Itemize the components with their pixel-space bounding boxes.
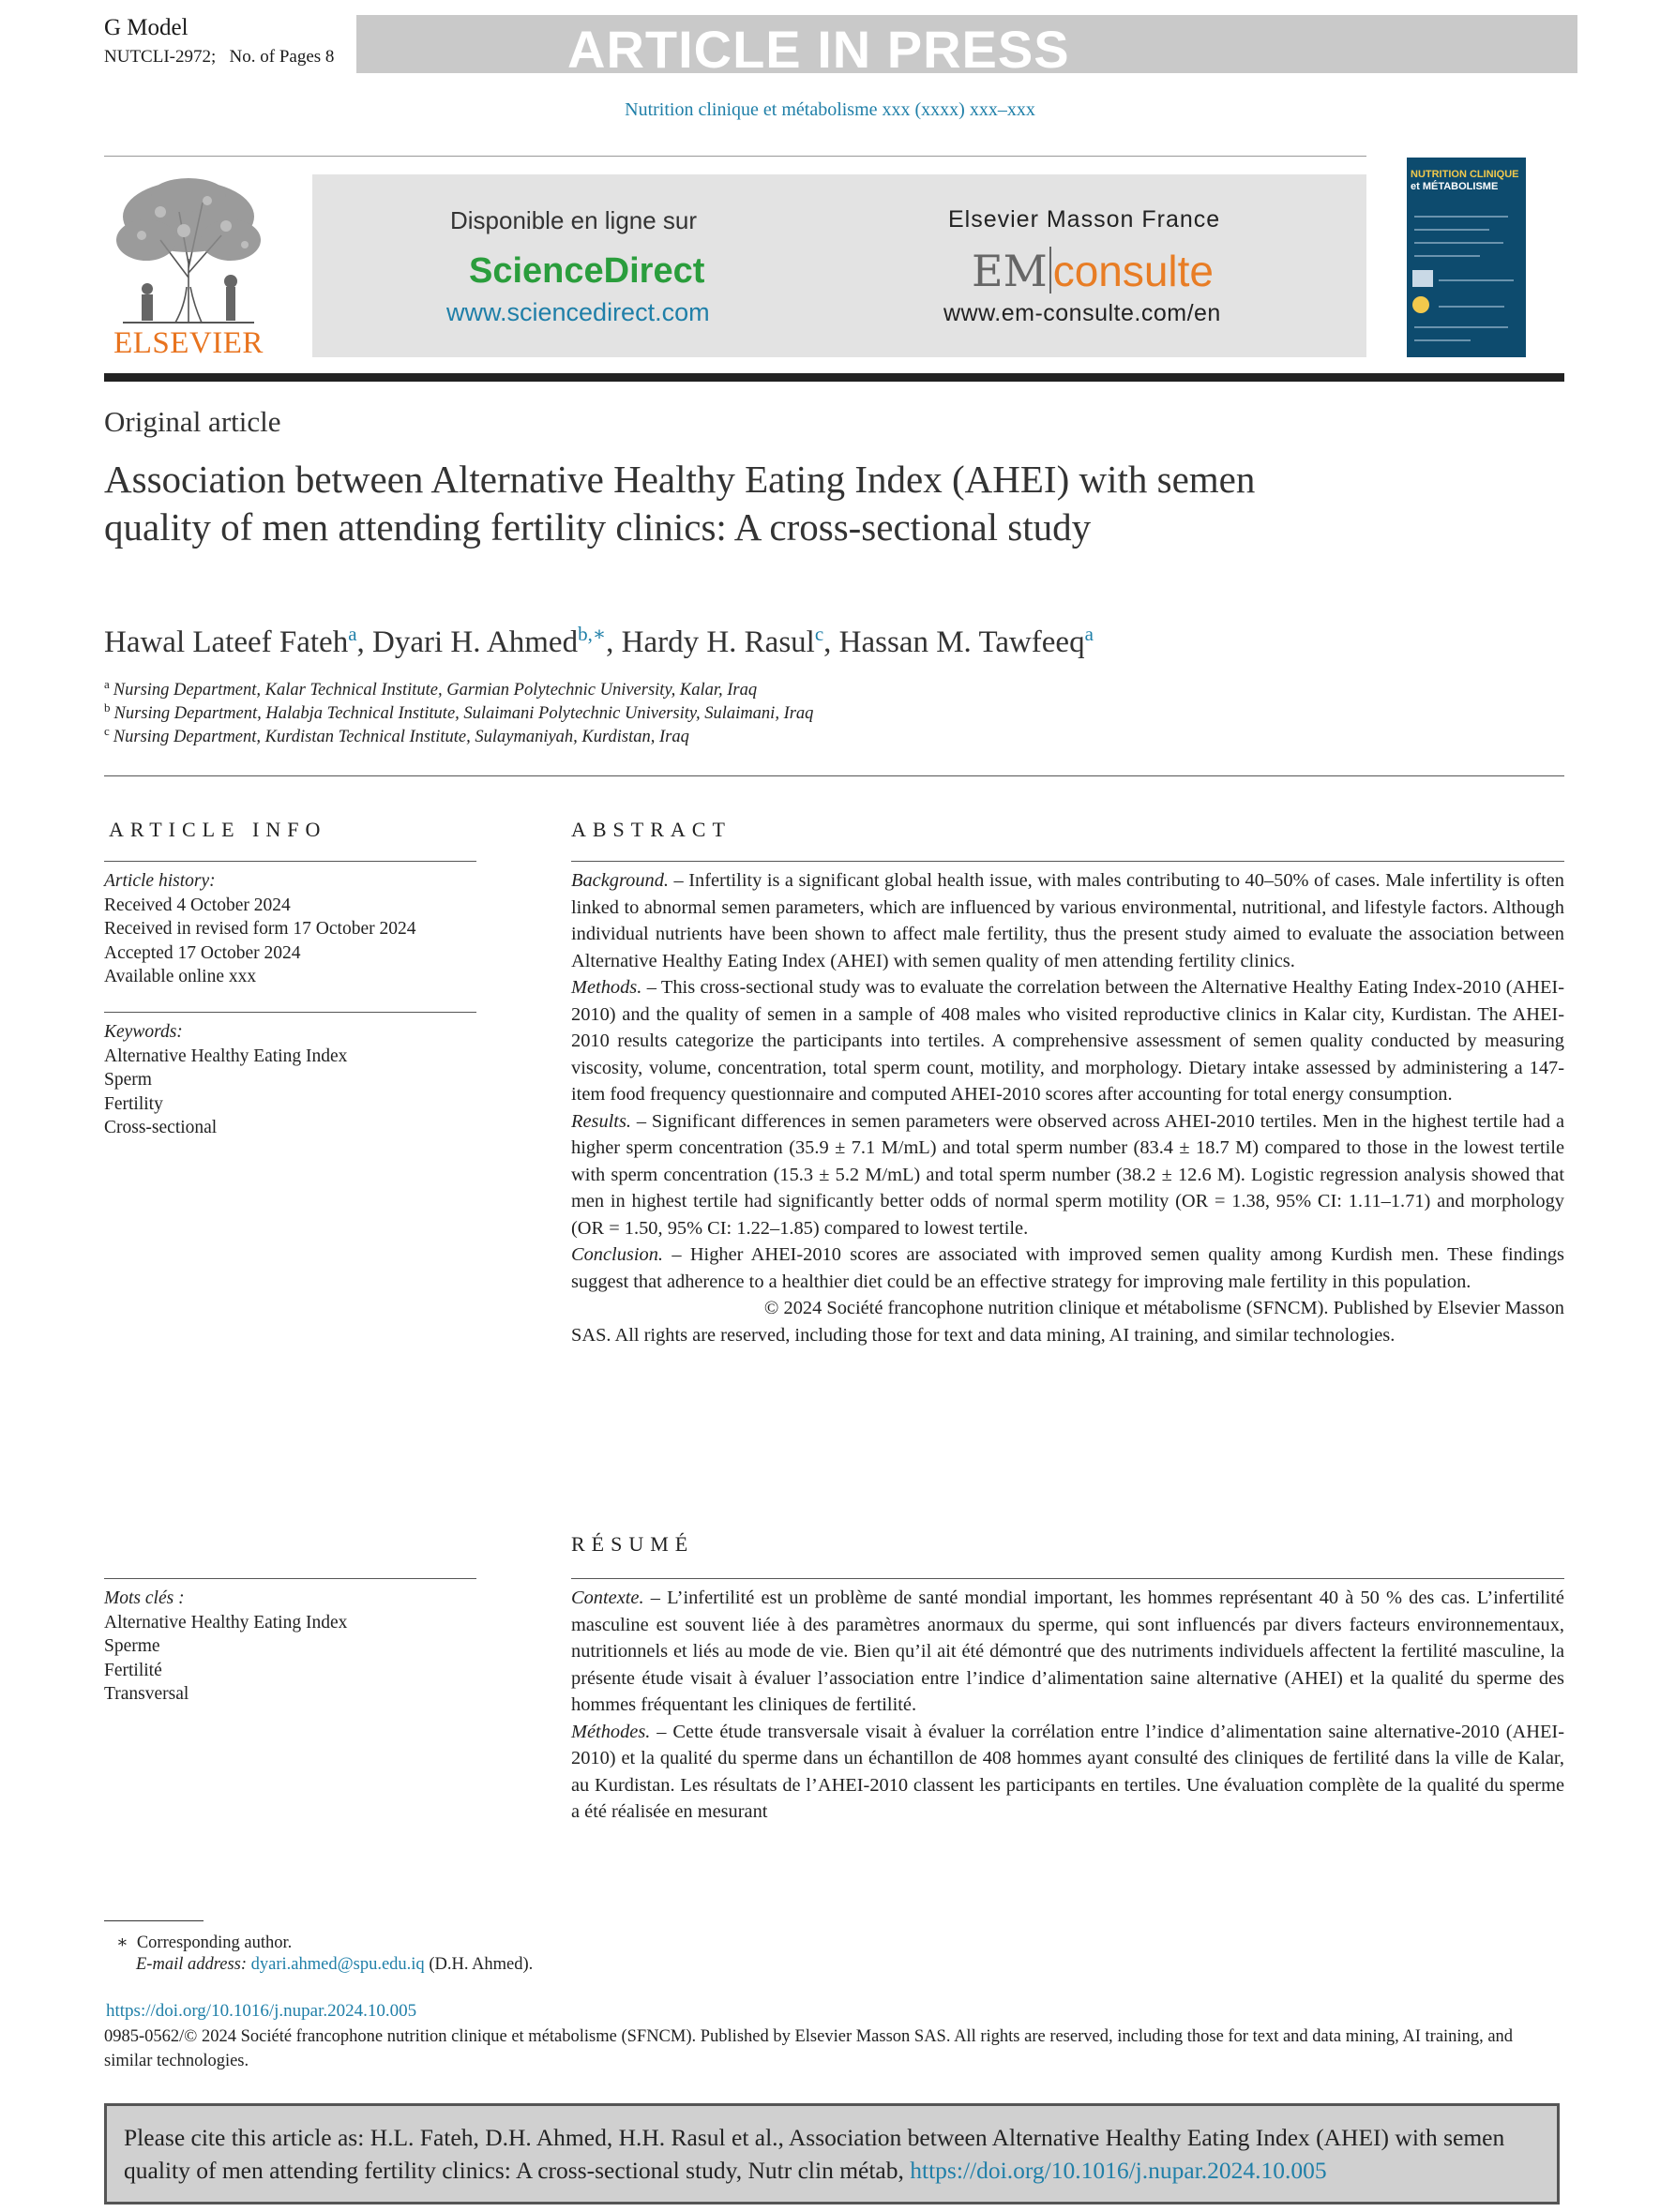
- section-text: – Higher AHEI-2010 scores are associated with improved semen quality among Kurdish men. These findings suggest that adherence to a healthier diet could be an effective strategy for improving male fertility in this population.: [571, 1244, 1564, 1292]
- resume-rule: [571, 1578, 1564, 1579]
- resume-methodes: [571, 1719, 1564, 1826]
- section-label: Méthodes.: [571, 1721, 651, 1742]
- em-consulte-logo-consulte: consulte: [1052, 247, 1215, 295]
- corresponding-author-note: [116, 1932, 292, 1955]
- article-in-press-text: ARTICLE IN PRESS: [567, 20, 1070, 79]
- header-thick-rule: [104, 373, 1564, 382]
- keyword: Alternative Healthy Eating Index: [104, 1046, 348, 1066]
- available-online-label: Disponible en ligne sur: [450, 206, 698, 234]
- corresponding-text: Corresponding author.: [136, 1934, 293, 1952]
- affiliation-b: [104, 700, 813, 724]
- author-affiliation-mark[interactable]: a: [348, 623, 357, 645]
- journal-citation-line[interactable]: [0, 99, 1660, 121]
- history-item: Received in revised form 17 October 2024: [104, 919, 416, 939]
- cover-badge: [1412, 296, 1429, 313]
- history-item: Accepted 17 October 2024: [104, 942, 301, 963]
- issn-copyright: 0985-0562/© 2024 Société francophone nutrition clinique et métabolisme (SFNCM). Published by Elsevier Masson SAS. All rights are reserved, including those for text and data mining, AI training, and similar technologies.: [104, 2027, 1514, 2070]
- email-label: E-mail address:: [136, 1955, 248, 1974]
- article-title: Association between Alternative Healthy Eating Index (AHEI) with semen quality of men attending fertility clinics: A cross-sectional study: [104, 458, 1256, 549]
- elsevier-wordmark: ELSEVIER: [113, 326, 264, 360]
- cover-title: [1411, 169, 1523, 193]
- affiliation-a: [104, 677, 757, 700]
- title-block-rule: [104, 775, 1564, 776]
- email-link[interactable]: dyari.ahmed@spu.edu.iq: [250, 1955, 425, 1974]
- resume-heading: RÉSUMÉ: [571, 1532, 695, 1556]
- corresponding-mark: ∗: [116, 1934, 128, 1952]
- affiliation-c: [104, 724, 689, 747]
- section-label: Methods.: [571, 977, 642, 998]
- keywords-rule: [104, 1012, 476, 1013]
- cite-this-article-box: [104, 2103, 1560, 2204]
- author-name: Hassan M. Tawfeeq: [838, 625, 1085, 659]
- author-separator: ,: [356, 625, 373, 659]
- keywords-label: Keywords:: [104, 1022, 183, 1042]
- author-name: Dyari H. Ahmed: [372, 625, 579, 659]
- section-label: Background.: [571, 870, 670, 891]
- cover-rule: [1414, 216, 1508, 218]
- cover-badge: [1412, 270, 1433, 287]
- cite-text: [124, 2121, 1549, 2187]
- affiliation-text: Nursing Department, Halabja Technical Institute, Sulaimani Polytechnic University, Sulaimani, Iraq: [113, 704, 814, 724]
- section-text: – L’infertilité est un problème de santé mondial important, les hommes représentant 40 à 50 % des cas. L’infertilité masculine est souvent liée à des paramètres anormaux du sperme, qui sont influencés par divers facteurs environnementaux, nutritionnels et liés au mode de vie. Bien qu’il ait été démontré que des nutriments individuels affectent la fertilité masculine, la présente étude visait à évaluer l’association entre l’indice d’alimentation saine alternative (AHEI) et la qualité du sperme des hommes fréquentant les cliniques de fertilité.: [571, 1588, 1564, 1715]
- mot-cle: Fertilité: [104, 1660, 162, 1680]
- abstract-conclusion: [571, 1241, 1564, 1295]
- article-type: Original article: [104, 405, 281, 438]
- article-info-heading: ARTICLE INFO: [109, 818, 327, 841]
- journal-citation-text[interactable]: Nutrition clinique et métabolisme xxx (xxxx) xxx–xxx: [625, 99, 1035, 120]
- journal-cover-thumbnail[interactable]: [1407, 158, 1526, 357]
- sciencedirect-logo[interactable]: ScienceDirect: [469, 251, 705, 291]
- keyword: Sperm: [104, 1070, 152, 1090]
- cover-rule: [1414, 326, 1508, 328]
- article-history-label: Article history:: [104, 871, 216, 891]
- cite-reference: Please cite this article as: H.L. Fateh, D.H. Ahmed, H.H. Rasul et al., Association between Alternative Healthy Eating Index (AHEI) with semen quality of men attending fertility clinics: A cross-sectional study, Nutr clin métab,: [124, 2124, 1505, 2184]
- section-label: Conclusion.: [571, 1244, 663, 1265]
- author-name: Hardy H. Rasul: [621, 625, 815, 659]
- section-text: – This cross-sectional study was to evaluate the correlation between the Alternative Healthy Eating Index-2010 (AHEI-2010) and the quality of semen in a sample of 408 males who visited reproductive clinics in Kalar city, Kurdistan. The AHEI-2010 results categorize the participants into tertiles. A comprehensive assessment of semen quality conducted by measuring viscosity, volume, concentration, total sperm count, motility, and morphology. Dietary intake assessed by administering a 147-item food frequency questionnaire and computed AHEI-2010 scores after accounting for total energy consumption.: [571, 977, 1564, 1105]
- mot-cle: Alternative Healthy Eating Index: [104, 1612, 348, 1633]
- cover-rule: [1414, 255, 1480, 257]
- sciencedirect-link[interactable]: www.sciencedirect.com: [446, 298, 710, 326]
- manuscript-ref: [104, 47, 334, 68]
- doi-link[interactable]: https://doi.org/10.1016/j.nupar.2024.10.005: [106, 2001, 417, 2021]
- em-consulte-logo[interactable]: [972, 246, 1214, 296]
- mots-cles-rule: [104, 1578, 476, 1579]
- em-consulte-link[interactable]: www.em-consulte.com/en: [943, 300, 1221, 326]
- abstract-body: [571, 867, 1564, 1348]
- abstract-copyright-line-1: © 2024 Société francophone nutrition clinique et métabolisme (SFNCM). Published by Elsevier Masson: [763, 1298, 1564, 1318]
- keyword: Cross-sectional: [104, 1118, 218, 1137]
- page-count: No. of Pages 8: [229, 47, 335, 67]
- author-affiliation-mark[interactable]: c: [814, 623, 824, 645]
- mots-cles-label: Mots clés :: [104, 1588, 185, 1608]
- author-separator: ,: [606, 625, 622, 659]
- email-note: [136, 1955, 533, 1975]
- em-consulte-logo-em: EM: [972, 246, 1048, 296]
- history-item: Available online xxx: [104, 967, 257, 986]
- affiliation-mark: b: [104, 700, 111, 715]
- cover-rule: [1414, 229, 1489, 231]
- section-text: – Infertility is a significant global health issue, with males contributing to 40–50% of cases. Male infertility is often linked to abnormal semen parameters, which are influenced by various environmental, nutritional, and lifestyle factors. Although individual nutrients have been shown to affect male fertility, thus the present study aimed to evaluate the association between Alternative Healthy Eating Index (AHEI) with semen quality of men attending fertility clinics.: [571, 870, 1564, 971]
- cover-title-line-1: NUTRITION CLINIQUE: [1411, 169, 1519, 180]
- g-model-label: G Model: [104, 15, 189, 40]
- cover-rule: [1414, 242, 1503, 244]
- section-label: Results.: [571, 1110, 631, 1132]
- keywords: [104, 1020, 347, 1140]
- header-rule: [104, 156, 1366, 157]
- resume-body: [571, 1585, 1564, 1826]
- affiliation-text: Nursing Department, Kalar Technical Institute, Garmian Polytechnic University, Kalar, Iraq: [113, 681, 758, 700]
- mot-cle: Sperme: [104, 1636, 160, 1656]
- abstract-results: [571, 1108, 1564, 1242]
- section-text: – Significant differences in semen parameters were observed across AHEI-2010 tertiles. Men in the highest tertile had a higher sperm concentration (35.9 ± 7.1 M/mL) and total sperm number (83.4 ± 18.7 M) compared to those in the lowest tertile with sperm concentration (15.3 ± 5.2 M/mL) and total sperm number (38.2 ± 12.6 M). Logistic regression analysis showed that men in highest tertile had significantly better odds of normal sperm motility (OR = 1.38, 95% CI: 1.11–1.71) and morphology (OR = 1.50, 95% CI: 1.22–1.85) compared to lowest tertile.: [571, 1110, 1564, 1239]
- keyword: Fertility: [104, 1093, 163, 1114]
- author-list: [104, 623, 1094, 660]
- article-in-press-banner: [356, 15, 1577, 79]
- section-label: Contexte.: [571, 1588, 644, 1608]
- author-name: Hawal Lateef Fateh: [104, 625, 349, 659]
- mots-cles: [104, 1587, 347, 1707]
- article-info-rule: [104, 861, 476, 862]
- manuscript-id: NUTCLI-2972;: [104, 47, 217, 67]
- author-affiliation-mark[interactable]: a: [1084, 623, 1094, 645]
- section-text: – Cette étude transversale visait à évaluer la corrélation entre l’indice d’alimentation saine alternative-2010 (AHEI-2010) et la qualité du sperme dans un échantillon de 408 hommes ayant consulté des cliniques de fertilité dans la ville de Kalar, au Kurdistan. Les résultats de l’AHEI-2010 classent les participants en tertiles. Une évaluation complète de la qualité du sperme a été réalisée en mesurant: [571, 1721, 1564, 1822]
- cite-doi-link[interactable]: https://doi.org/10.1016/j.nupar.2024.10.005: [910, 2157, 1327, 2184]
- email-owner: (D.H. Ahmed).: [429, 1955, 534, 1974]
- cover-rule: [1439, 279, 1514, 281]
- author-separator: ,: [823, 625, 839, 659]
- resume-contexte: [571, 1585, 1564, 1719]
- affiliation-mark: c: [104, 724, 110, 738]
- cover-title-line-2: et MÉTABOLISME: [1411, 181, 1499, 192]
- abstract-rule: [571, 861, 1564, 862]
- abstract-heading: ABSTRACT: [571, 818, 732, 841]
- footnote-rule: [104, 1920, 204, 1921]
- abstract-methods: [571, 974, 1564, 1108]
- em-consulte-divider: [1049, 247, 1051, 293]
- abstract-background: [571, 867, 1564, 974]
- author-affiliation-mark[interactable]: b,∗: [578, 623, 607, 645]
- cover-rule: [1439, 306, 1504, 308]
- affiliation-text: Nursing Department, Kurdistan Technical Institute, Sulaymaniyah, Kurdistan, Iraq: [113, 728, 689, 747]
- history-item: Received 4 October 2024: [104, 895, 291, 915]
- abstract-copyright-line-2: SAS. All rights are reserved, including those for text and data mining, AI training, and similar technologies.: [571, 1324, 1396, 1346]
- article-history: [104, 869, 415, 989]
- mot-cle: Transversal: [104, 1684, 189, 1704]
- affiliation-mark: a: [104, 677, 110, 691]
- elsevier-masson-label: Elsevier Masson France: [948, 206, 1221, 233]
- cover-rule: [1414, 339, 1471, 341]
